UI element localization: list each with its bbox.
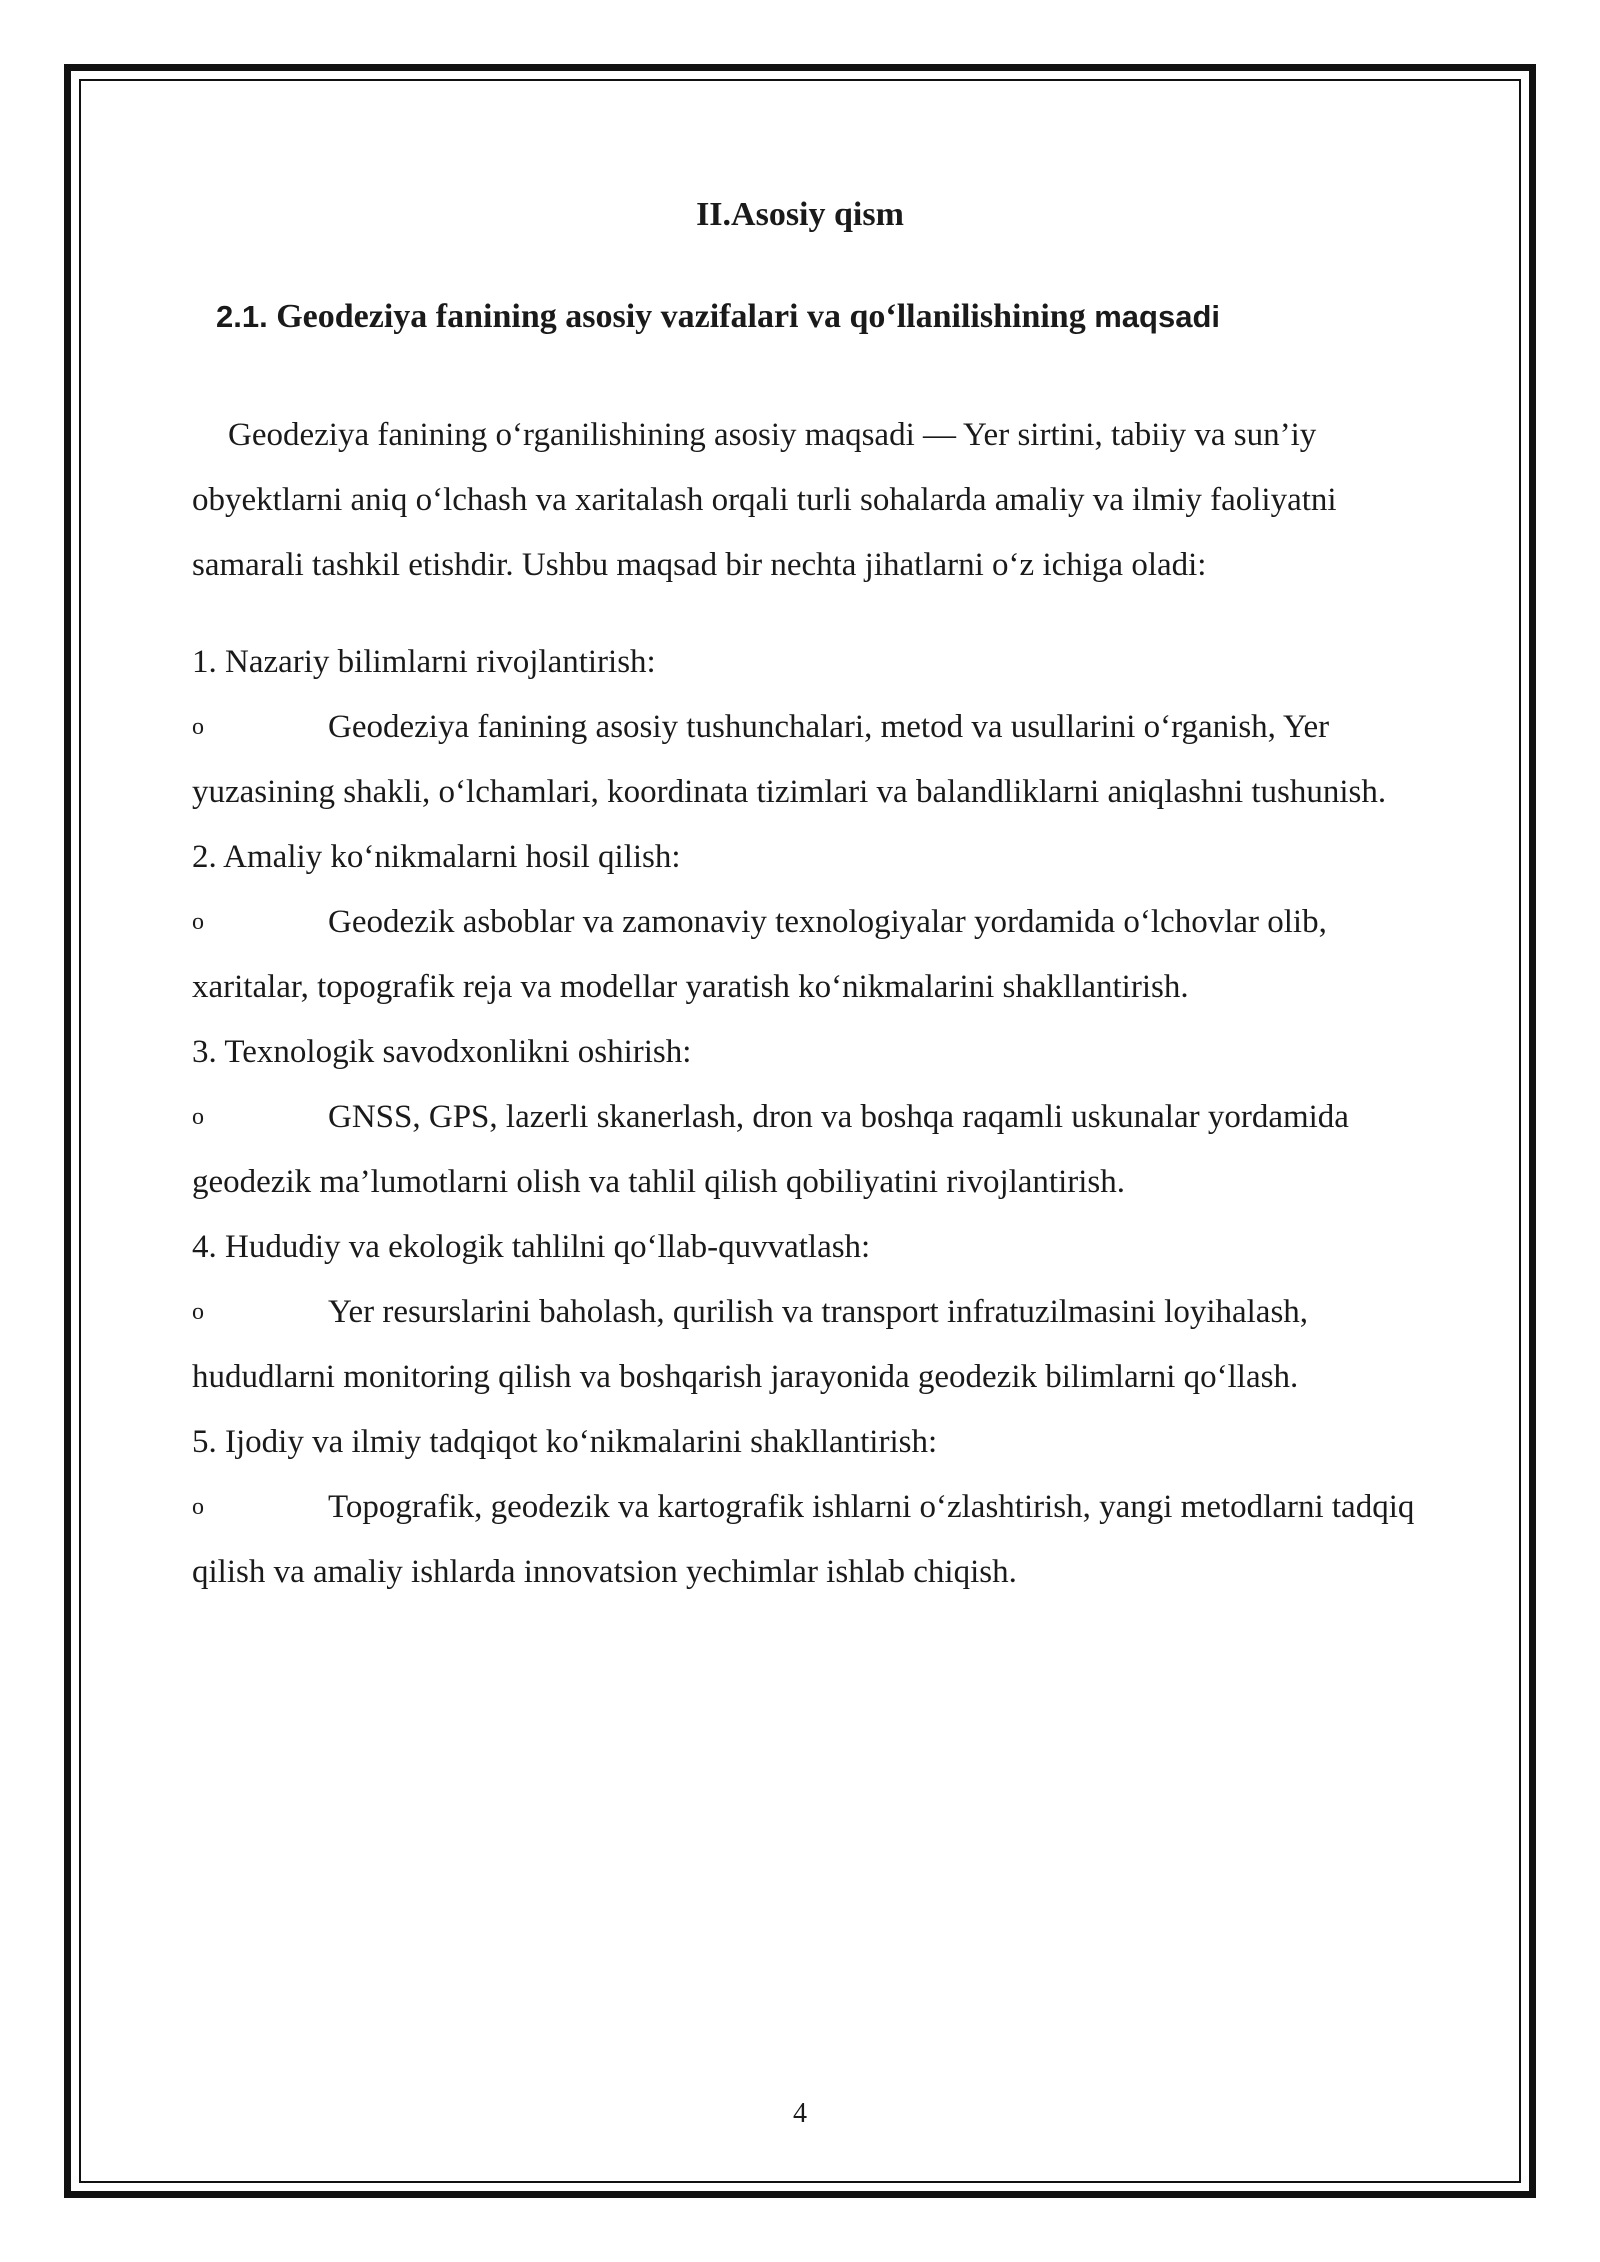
- goal-item: [192, 825, 1422, 1020]
- goal-description-text: Geodezik asboblar va zamonaviy texnologiyalar yordamida o‘lchovlar olib, xaritalar, topografik reja va modellar yaratish ko‘nikmalarini shakllantirish.: [192, 904, 1327, 1005]
- document-body: [192, 403, 1422, 1605]
- bullet-marker: o: [192, 909, 204, 935]
- goals-list: [192, 630, 1422, 1605]
- goal-item: [192, 1020, 1422, 1215]
- goal-description: [192, 1280, 1422, 1410]
- goal-description-text: Topografik, geodezik va kartografik ishlarni o‘zlashtirish, yangi metodlarni tadqiq qilish va amaliy ishlarda innovatsion yechimlar ishlab chiqish.: [192, 1489, 1415, 1590]
- goal-title: 3. Texnologik savodxonlikni oshirish:: [192, 1034, 692, 1070]
- goal-description-text: Yer resurslarini baholash, qurilish va transport infratuzilmasini loyihalash, hududlarni monitoring qilish va boshqarish jarayonida geodezik bilimlarni qo‘llash.: [192, 1294, 1309, 1395]
- goal-description: [192, 1085, 1422, 1215]
- goal-title: 5. Ijodiy va ilmiy tadqiqot ko‘nikmalarini shakllantirish:: [192, 1424, 938, 1460]
- intro-paragraph: Geodeziya fanining o‘rganilishining asosiy maqsadi — Yer sirtini, tabiiy va sun’iy obyektlarni aniq o‘lchash va xaritalash orqali turli sohalarda amaliy va ilmiy faoliyatni samarali tashkil etishdir. Ushbu maqsad bir nechta jihatlarni o‘z ichiga oladi:: [192, 417, 1337, 583]
- goal-description-text: GNSS, GPS, lazerli skanerlash, dron va boshqa raqamli uskunalar yordamida geodezik ma’lumotlarni olish va tahlil qilish qobiliyatini rivojlantirish.: [192, 1099, 1349, 1200]
- goal-description-text: Geodeziya fanining asosiy tushunchalari, metod va usullarini o‘rganish, Yer yuzasining shakli, o‘lchamlari, koordinata tizimlari va balandliklarni aniqlashni tushunish.: [192, 709, 1387, 810]
- section-heading: [216, 298, 1220, 336]
- bullet-marker: o: [192, 1104, 204, 1130]
- goal-title: 2. Amaliy ko‘nikmalarni hosil qilish:: [192, 839, 681, 875]
- goal-description: [192, 1475, 1422, 1605]
- section-title: Geodeziya fanining asosiy vazifalari va qo‘llanilishining: [276, 298, 1086, 335]
- goal-item: [192, 1215, 1422, 1410]
- section-title-last-word: maqsadi: [1094, 299, 1220, 334]
- page-title: II.Asosiy qism: [696, 196, 904, 233]
- bullet-marker: o: [192, 1299, 204, 1325]
- bullet-marker: o: [192, 1494, 204, 1520]
- bullet-marker: o: [192, 714, 204, 740]
- page-number: 4: [793, 2098, 807, 2129]
- goal-title: 1. Nazariy bilimlarni rivojlantirish:: [192, 644, 656, 680]
- goal-description: [192, 695, 1422, 825]
- goal-item: [192, 630, 1422, 825]
- goal-description: [192, 890, 1422, 1020]
- goal-item: [192, 1410, 1422, 1605]
- section-number: 2.1.: [216, 299, 268, 334]
- goal-title: 4. Hududiy va ekologik tahlilni qo‘llab-quvvatlash:: [192, 1229, 871, 1265]
